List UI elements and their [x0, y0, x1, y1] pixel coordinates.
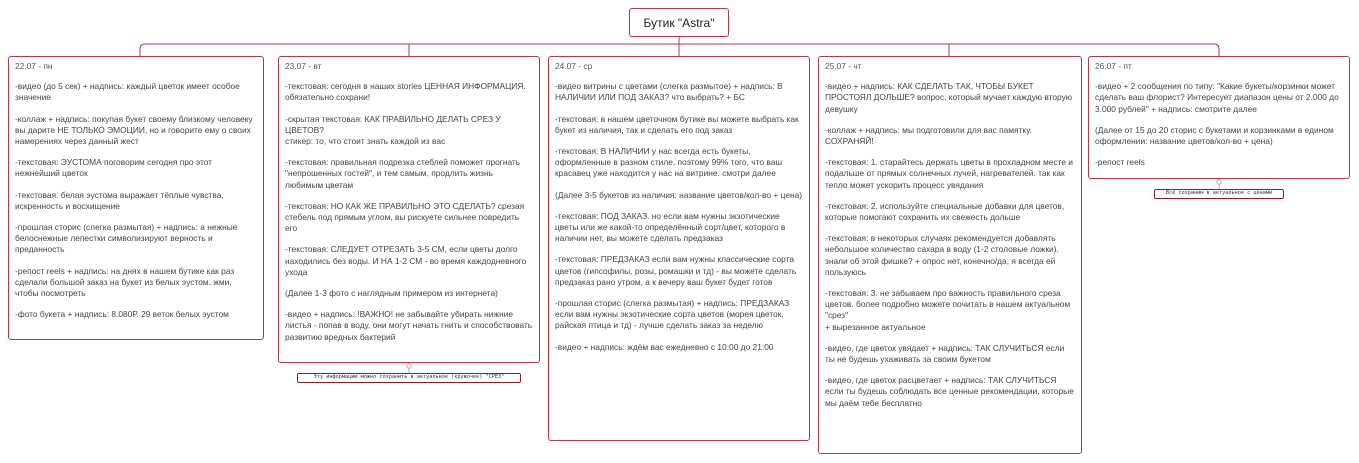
story-item: -текстовая: ЭУСТОМА поговорим сегодня про этот нежнейший цветок [15, 157, 213, 179]
story-item: -скрытая текстовая: КАК ПРАВИЛЬНО ДЕЛАТЬ СРЕЗ У ЦВЕТОВ? стикер: то, что стоит знать каждой из вас [285, 113, 501, 147]
day-card-3[interactable] [548, 56, 810, 441]
root-title: Бутик "Astra" [643, 15, 715, 30]
day-date: 26.07 - пт [1095, 61, 1132, 71]
day-card-2[interactable] [278, 56, 540, 363]
story-item: -видео, где цветок увядает + надпись: ТАК СЛУЧИТЬСЯ если ты не будешь ухаживать за своим букетом [825, 342, 1065, 365]
story-item: (Далее 3-5 букетов из наличия: название цветов/кол-во + цена) [555, 189, 803, 200]
story-item: -текстовая: в некоторых случаях рекомендуется добавлять небольшое количество сахара в воду (1-2 столовые ложки). знали об этой фишке? + опрос нет, конечно/да, я всегда ей пользуюсь [825, 233, 1059, 277]
story-item: -текстовая: в нашем цветочном бутике вы можете выбрать как букет из наличия, так и сделать его под заказ [555, 113, 799, 135]
story-item: -коллаж + надпись: покупая букет своему близкому человеку вы дарите НЕ ТОЛЬКО ЭМОЦИИ, но и говорите ему о своих намерениях через данный жест [15, 113, 253, 147]
story-item: -коллаж + надпись: мы подготовили для вас памятку. СОХРАНЯЙ! [825, 124, 1032, 147]
story-item: -текстовая: В НАЛИЧИИ у нас всегда есть букеты, оформленные в разном стиле, поэтому 99% того, что ваш красавец уже находится у нас на витрине. смотри далее [555, 146, 783, 179]
story-item: (Далее от 15 до 20 сторис с букетами и корзинками в едином оформлении: название цветов/кол-во + цена) [1095, 124, 1334, 147]
story-item: -прошлая сторис (слегка размытая) + надпись: ПРЕДЗАКАЗ если вам нужны экзотические сорта цветов (морея цветок, райская птица и тд) - лучше сделать заказ за неделю [555, 298, 790, 331]
story-item: -текстовая: 3. не забываем про важность правильного среза цветов. более подробно можете почитать в нашем актуальном "срез" + вырезанное актуальное [825, 288, 1071, 332]
story-item: -видео + надпись: ждём вас ежедневно с 10:00 до 21:00 [555, 341, 774, 352]
story-item: -текстовая: НО КАК ЖЕ ПРАВИЛЬНО ЭТО СДЕЛАТЬ? срезая стебель под прямым углом, вы рискуете сильнее повредить его [285, 200, 525, 234]
day-card-5[interactable] [1088, 56, 1350, 179]
day-card-1[interactable] [8, 56, 264, 340]
story-item: -видео, где цветок расцветает + надпись: ТАК СЛУЧИТЬСЯ если ты будешь соблюдать все ценные рекомендации, которые мы даём тебе бесплатно [825, 375, 1074, 408]
story-item: -текстовая: белая эустома выражает тёплые чувства, искренность и восхищение [15, 189, 224, 211]
story-item: -текстовая: 1. старайтесь держать цветы в прохладном месте и подальше от прямых солнечных лучей, нагревателей. так как тепло может ускорить процесс увядания [825, 157, 1073, 190]
day-card-4[interactable] [818, 56, 1082, 454]
day-date: 22.07 - пн [15, 61, 53, 71]
story-item: -прошлая сторис (слегка размытая) + надпись: а нежные белоснежные лепестки символизируют верность и преданность [15, 222, 238, 255]
story-item: -видео + надпись: !ВАЖНО! не забывайте убирать нижние листья - попав в воду, они могут начать гнить и способствовать развитию вредных бактерий [285, 309, 533, 342]
story-item: -видео + надпись: КАК СДЕЛАТЬ ТАК, ЧТОБЫ БУКЕТ ПРОСТОЯЛ ДОЛЬШЕ? вопрос, который мучает каждую вторую девушку [825, 81, 1073, 114]
note-prices[interactable]: Всё сохраним в актуальное с ценами [1154, 189, 1284, 199]
story-item: -видео витрины с цветами (слегка размытое) + надпись: В НАЛИЧИИ ИЛИ ПОД ЗАКАЗ? что выбрать? + БС [555, 81, 783, 103]
story-item: -репост reels [1095, 157, 1145, 168]
root-node[interactable] [629, 8, 729, 37]
story-item: -видео + 2 сообщения по типу: "Какие букеты/корзинки может сделать ваш флорист? Интересует диапазон цены от 2.000 до 3.000 рублей" + надпись: смотрите далее [1095, 81, 1339, 114]
story-item: -текстовая: СЛЕДУЕТ ОТРЕЗАТЬ 3-5 СМ, если цветы долго находились без воды. И НА 1-2 СМ - во время каждодневного ухода [285, 244, 527, 277]
day-date: 23.07 - вт [285, 61, 322, 71]
day-date: 24.07 - ср [555, 61, 593, 71]
story-item: -текстовая: ПОД ЗАКАЗ. но если вам нужны экзотические цветы или же какой-то определённый сорт/цвет, которого в наличии нет, вы можете сделать предзаказ [555, 210, 786, 244]
day-date: 25.07 - чт [825, 61, 862, 71]
story-item: -текстовая: правильная подрезка стеблей поможет прогнать "непрошенных гостей", и тем самым, продлить жизнь любимым цветам [285, 157, 521, 190]
note-srez[interactable]: Эту информацию можно сохранить в актуальное (кружочек) "СРЕЗ" [297, 373, 521, 383]
story-item: -фото букета + надпись: 8.080Р. 29 веток белых эустом [15, 309, 229, 320]
story-item: -текстовая: 2. используйте специальные добавки для цветов, которые помогают сохранить их свежесть дольше [825, 200, 1065, 223]
story-item: -текстовая: сегодня в наших stories ЦЕННАЯ ИНФОРМАЦИЯ. обязательно сохрани! [285, 81, 526, 103]
story-item: -репост reels + надпись: на днях в нашем бутике как раз сделали большой заказ на букет из белых эустом. жми, чтобы посмотреть [15, 265, 235, 299]
story-item: -видео (до 5 сек) + надпись: каждый цветок имеет особое значение [15, 81, 240, 103]
story-item: (Далее 1-3 фото с наглядным примером из интернета) [285, 288, 498, 299]
story-item: -текстовая: ПРЕДЗАКАЗ если вам нужны классические сорта цветов (гипсофилы, розы, ромашки и тд) - вы можете сделать предзаказ рано утром, а к вечеру ваш букет будет готов [555, 254, 797, 287]
